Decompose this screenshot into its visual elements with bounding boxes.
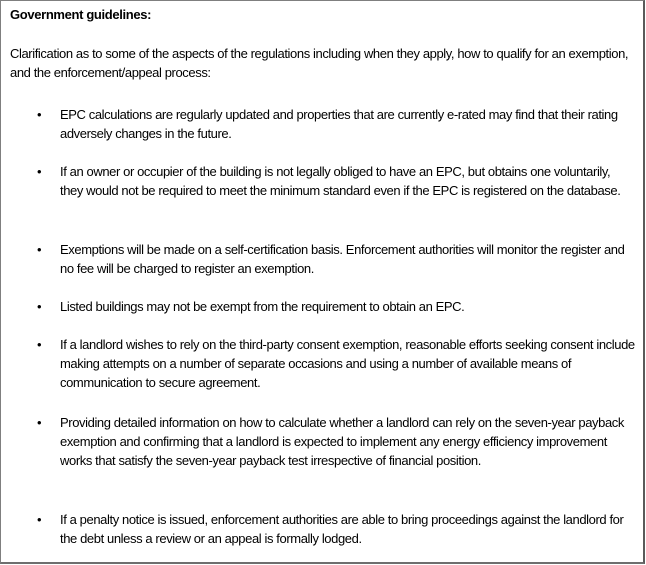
bullet-icon: •: [37, 299, 42, 314]
bullet-icon: •: [37, 512, 42, 527]
bullet-text: Listed buildings may not be exempt from the requirement to obtain an EPC.: [60, 299, 465, 314]
bullet-text: Providing detailed information on how to calculate whether a landlord can rely on the seven-year payback exemption and confirming that a landlord is expected to implement any energy efficiency improvement works that satisfy the seven-year payback test irrespective of financial position.: [60, 415, 624, 468]
bullet-text: If an owner or occupier of the building is not legally obliged to have an EPC, but obtains one voluntarily, they would not be required to meet the minimum standard even if the EPC is registered on the database.: [60, 164, 621, 198]
bullet-icon: •: [37, 242, 42, 257]
bullet-text: EPC calculations are regularly updated and properties that are currently e-rated may find that their rating adversely changes in the future.: [60, 107, 618, 141]
bullet-icon: •: [37, 337, 42, 352]
guidelines-intro: Clarification as to some of the aspects of the regulations including when they apply, how to qualify for an exemption, and the enforcement/appeal process:: [10, 46, 629, 80]
bullet-icon: •: [37, 415, 42, 430]
bullet-icon: •: [37, 107, 42, 122]
bullet-icon: •: [37, 164, 42, 179]
bullet-text: If a landlord wishes to rely on the third-party consent exemption, reasonable efforts seeking consent include making attempts on a number of separate occasions and using a number of available means of communication to secure agreement.: [60, 337, 635, 390]
bullet-text: If a penalty notice is issued, enforcement authorities are able to bring proceedings against the landlord for the debt unless a review or an appeal is formally lodged.: [60, 512, 624, 546]
guidelines-heading: Government guidelines:: [10, 7, 152, 22]
bullet-text: Exemptions will be made on a self-certification basis. Enforcement authorities will monitor the register and no fee will be charged to register an exemption.: [60, 242, 625, 276]
